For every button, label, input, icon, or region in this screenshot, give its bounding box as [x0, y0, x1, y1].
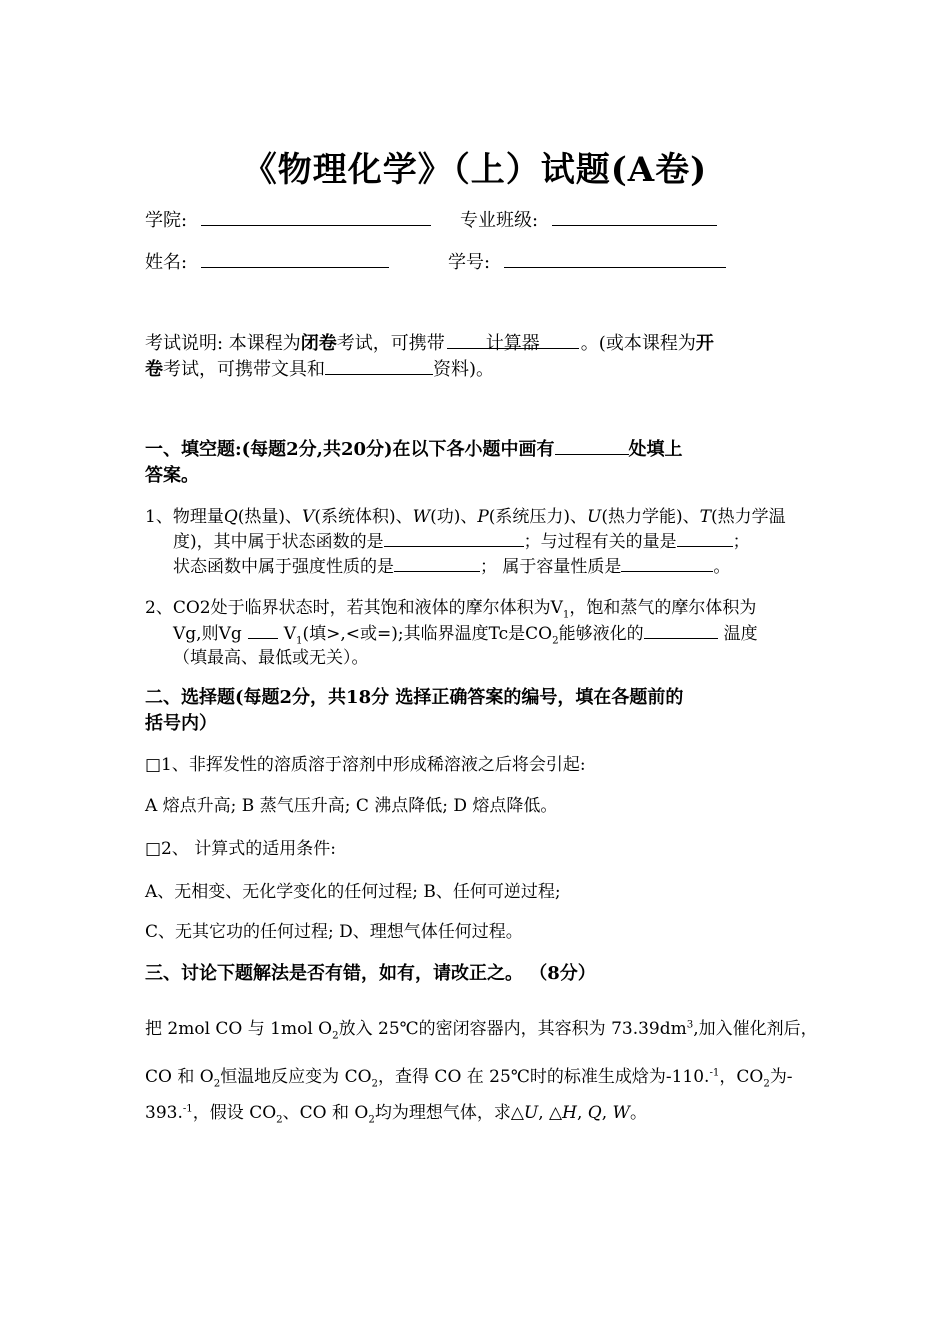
q2-line3: （填最高、最低或无关）。 [173, 648, 369, 668]
q1-t3: (系统体积)、 [314, 507, 413, 527]
notice-mid2: 。(或本课程为 [580, 333, 696, 354]
q1-t6: (热力学能)、 [601, 507, 700, 527]
section1-heading-line2: 答案。 [145, 465, 199, 486]
college-blank [201, 206, 431, 226]
q2-line1 [145, 593, 756, 620]
s3-p2-d: ，CO [719, 1067, 764, 1087]
section3-heading: 三、讨论下题解法是否有错，如有，请改正之。 （8分） [145, 963, 596, 984]
s3-p3-h: 。 [630, 1103, 647, 1123]
s3-p2-sub2: 2 [371, 1078, 379, 1090]
s3-p1-c: ,加入催化剂后， [693, 1019, 818, 1039]
q1-t7: (热力学温 [710, 507, 786, 527]
q1-T: T [699, 507, 711, 527]
major-class-blank [552, 206, 717, 226]
q2-temp-blank [644, 620, 718, 639]
s2-q2-options-2: C、无其它功的任何过程; D、理想气体任何过程。 [145, 922, 523, 942]
q1-t2: (热量)、 [237, 507, 303, 527]
notice-prefix: 考试说明: 本课程为 [145, 333, 301, 354]
s2-q2: □2、 计算式的适用条件: [145, 839, 337, 859]
q1-process-blank [677, 528, 733, 547]
q1-l3-a: 状态函数中属于强度性质的是 [173, 557, 394, 577]
s3-p3-f: , [576, 1103, 588, 1123]
s3-p3-sub2: 2 [368, 1114, 375, 1126]
s3-para-line3 [145, 1098, 647, 1125]
q1-U: U [587, 507, 602, 527]
notice-material-blank [325, 355, 433, 375]
s3-p3-sub1: 2 [276, 1114, 283, 1126]
s3-p1-a: 把 2mol CO 与 1mol O [145, 1019, 333, 1039]
section2-heading-line1: 二、选择题(每题2分，共18分 选择正确答案的编号，填在各题前的 [145, 687, 684, 708]
q1-l2-c: ； [732, 532, 750, 552]
s2-q1-options: A 熔点升高; B 蒸气压升高; C 沸点降低; D 熔点降低。 [145, 796, 558, 816]
notice-open-2: 卷 [145, 359, 163, 380]
q1-W: W [412, 507, 431, 527]
s3-p2-b: 恒温地反应变为 CO [220, 1067, 372, 1087]
notice-item: 计算器 [485, 333, 540, 354]
s3-p3-d: 均为理想气体，求△ [374, 1103, 524, 1123]
q2-l2-a: Vg,则Vg [173, 624, 242, 644]
name-field [145, 248, 389, 274]
q1-l3-b: ； 属于容量性质是 [480, 557, 622, 577]
notice-open-1: 开 [695, 333, 714, 354]
q1-P: P [477, 507, 489, 527]
q1-t4: (功)、 [430, 507, 478, 527]
q2-l2-b: V [283, 624, 297, 644]
q2-l1-b: ，饱和蒸气的摩尔体积为 [569, 598, 757, 618]
page-title: 《物理化学》（上）试题(A卷) [242, 150, 708, 190]
notice-item-blank [447, 329, 579, 354]
q1-V: V [302, 507, 315, 527]
section1-heading-b: 处填上 [628, 439, 683, 460]
s3-p1-sub: 2 [332, 1030, 339, 1042]
s3-para-line2 [145, 1062, 793, 1089]
s3-p3-Q: Q [587, 1103, 602, 1123]
q2-l2-d: 能够液化的 [558, 624, 644, 644]
student-id-field [448, 248, 726, 274]
student-id-label: 学号: [448, 252, 491, 273]
s3-p2-sup: -1 [709, 1067, 720, 1079]
q1-t5: (系统压力)、 [488, 507, 588, 527]
s3-p2-c: ，查得 CO 在 25℃时的标准生成焓为-110. [378, 1067, 710, 1087]
s2-q2-options-1: A、无相变、无化学变化的任何过程; B、任何可逆过程; [145, 882, 561, 902]
q1-l2-b: ；与过程有关的量是 [523, 532, 677, 552]
q2-compare-blank [248, 620, 278, 639]
s3-p2-sub1: 2 [213, 1078, 221, 1090]
major-class-field [460, 206, 717, 232]
section1-heading-blank [555, 435, 629, 455]
s3-p3-e: , △ [538, 1103, 563, 1123]
q2-l2-e: 温度 [723, 624, 758, 644]
name-blank [201, 248, 389, 268]
s3-p2-a: CO 和 O [145, 1067, 214, 1087]
s3-p1-b: 放入 25℃的密闭容器内，其容积为 73.39dm [338, 1019, 687, 1039]
q1-extensive-blank [621, 553, 713, 572]
s3-p2-sub3: 2 [763, 1078, 770, 1090]
section1-heading-line1 [145, 435, 683, 461]
s3-p2-e: 为- [769, 1067, 793, 1087]
q1-l3-c: 。 [713, 557, 731, 577]
exam-notice-line1 [145, 329, 714, 355]
s3-p1-sup: 3 [686, 1019, 694, 1031]
section2-heading-line2: 括号内） [145, 713, 217, 734]
q1-l2-a: 度)，其中属于状态函数的是 [173, 532, 384, 552]
notice-suffix: 资料)。 [433, 359, 495, 380]
s3-para-line1 [145, 1014, 818, 1041]
name-label: 姓名: [145, 252, 188, 273]
q2-l2-sub1: 1 [296, 635, 303, 647]
q1-Q: Q [223, 507, 238, 527]
exam-notice-line2 [145, 355, 494, 381]
q1-line3 [173, 552, 730, 577]
s3-p3-b: ，假设 CO [192, 1103, 277, 1123]
q2-l1-sub: 1 [562, 609, 570, 621]
q2-l2-sub2: 2 [552, 635, 559, 647]
notice-closed: 闭卷 [300, 333, 337, 354]
notice-mid1: 考试，可携带 [336, 333, 445, 354]
q1-line1 [145, 502, 786, 527]
student-id-blank [504, 248, 726, 268]
q1-intensive-blank [394, 553, 480, 572]
s3-p3-a: 393. [145, 1103, 183, 1123]
section1-heading-a: 一、填空题:(每题2分,共20分)在以下各小题中画有 [145, 439, 555, 460]
college-label: 学院: [145, 210, 188, 231]
s3-p3-c: 、CO 和 O [282, 1103, 369, 1123]
q2-l1-a: 2、CO2处于临界状态时，若其饱和液体的摩尔体积为V [145, 598, 563, 618]
s3-p3-H: H [562, 1103, 577, 1123]
s3-p3-g: , [601, 1103, 613, 1123]
notice-mid3: 考试，可携带文具和 [163, 359, 325, 380]
s3-p3-sup: -1 [182, 1103, 193, 1115]
q1-line2 [173, 527, 750, 552]
college-field [145, 206, 431, 232]
q1-state-function-blank [384, 528, 524, 547]
major-class-label: 专业班级: [460, 210, 539, 231]
s2-q1: □1、非挥发性的溶质溶于溶剂中形成稀溶液之后将会引起: [145, 755, 586, 775]
s3-p3-U: U [523, 1103, 539, 1123]
q2-l2-c: (填>,<或=);其临界温度Tc是CO [302, 624, 553, 644]
q1-t1: 1、物理量 [145, 507, 224, 527]
s3-p3-W: W [612, 1103, 630, 1123]
